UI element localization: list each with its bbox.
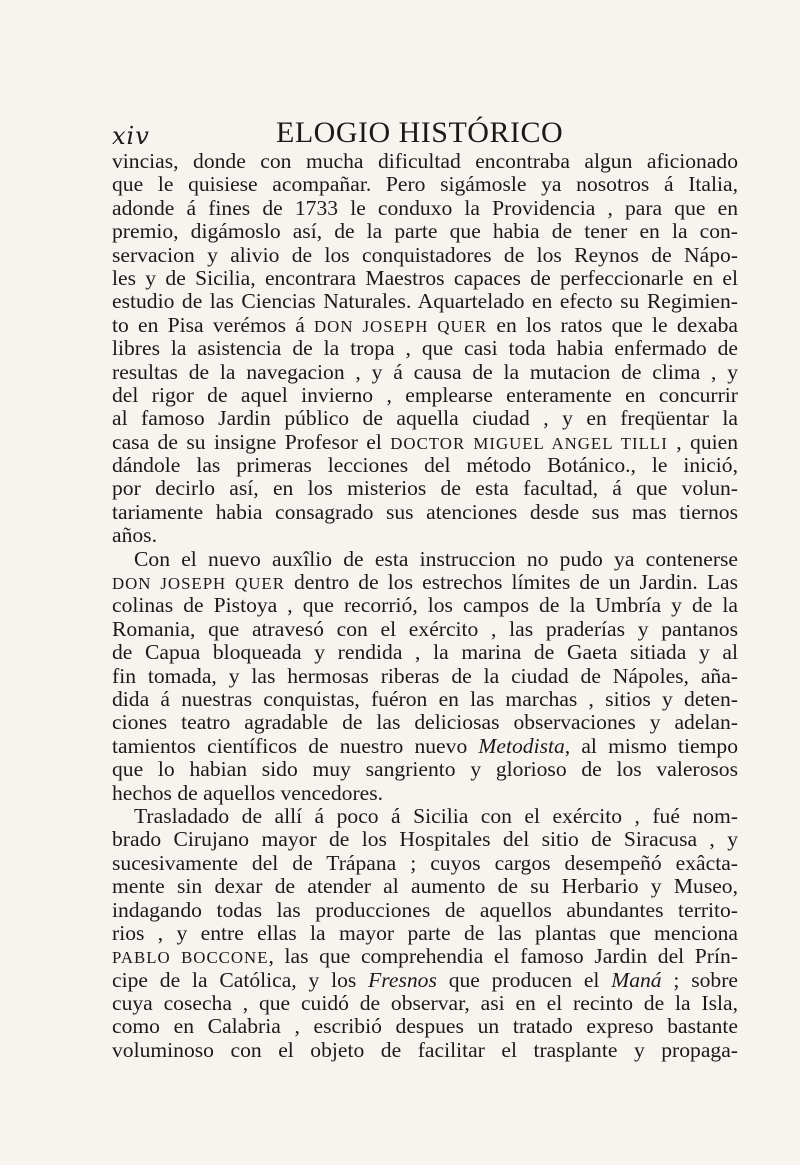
text-run: les y de Sicilia, encontrara Maestros capaces de perfeccionarle en el [112, 266, 738, 290]
text-run: años. [112, 524, 157, 548]
page-number: xiv [112, 122, 150, 150]
text-run: brado Cirujano mayor de los Hospitales del sitio de Siracusa , y [112, 828, 738, 852]
text-run: voluminoso con el objeto de facilitar el trasplante y propaga- [112, 1038, 738, 1062]
text-run: que lo habian sido muy sangriento y glorioso de los valerosos [112, 758, 738, 782]
text-line [112, 828, 738, 851]
text-run: dida á nuestras conquistas, fuéron en las marchas , sitios y deten- [112, 687, 738, 711]
text-line [112, 173, 738, 196]
small-caps-name: DON JOSEPH QUER [112, 574, 285, 594]
text-run: cuya cosecha , que cuidó de observar, asi en el recinto de la Isla, [112, 992, 738, 1016]
small-caps-name: DON JOSEPH QUER [314, 316, 488, 336]
text-run: colinas de Pistoya , que recorrió, los campos de la Umbría y de la [112, 594, 738, 618]
text-line [112, 431, 738, 454]
small-caps-name: DOCTOR MIGUEL ANGEL TILLI [390, 433, 668, 453]
text-line [112, 735, 738, 758]
text-run: , las que comprehendia el famoso Jardin del Prín- [268, 945, 738, 969]
text-run: vincias, donde con mucha dificultad encontraba algun aficionado [112, 150, 738, 173]
text-run: premio, digámoslo así, de la parte que habia de tener en la con- [112, 220, 738, 244]
text-line [112, 899, 738, 922]
text-line [112, 384, 738, 407]
text-run: tariamente habia consagrado sus atenciones desde sus mas tiernos [112, 500, 738, 524]
text-run: Con el nuevo auxîlio de esta instruccion no pudo ya contenerse [134, 547, 738, 571]
text-run: por decirlo así, en los misterios de esta facultad, á que volun- [112, 477, 738, 501]
text-run: de Capua bloqueada y rendida , la marina de Gaeta sitiada y al [112, 641, 738, 665]
text-run: al famoso Jardin público de aquella ciudad , y en freqüentar la [112, 407, 738, 431]
text-line [112, 197, 738, 220]
text-line [112, 945, 738, 968]
text-run: Trasladado de allí á poco á Sicilia con el exército , fué nom- [134, 804, 738, 828]
text-line [112, 290, 738, 313]
text-line [112, 571, 738, 594]
text-run: Romania, que atravesó con el exército , las praderías y pantanos [112, 617, 738, 641]
text-line [112, 688, 738, 711]
text-line [112, 361, 738, 384]
text-run: dándole las primeras lecciones del método Botánico., le inició, [112, 454, 738, 478]
body-text [112, 150, 738, 1062]
running-title: ELOGIO HISTÓRICO [276, 116, 564, 149]
text-line [112, 524, 738, 547]
text-line [112, 782, 738, 805]
text-run: hechos de aquellos vencedores. [112, 781, 384, 805]
text-line [112, 875, 738, 898]
text-line [112, 267, 738, 290]
text-line [112, 618, 738, 641]
text-run: servacion y alivio de los conquistadores de los Reynos de Nápo- [112, 243, 738, 267]
text-run: que le quisiese acompañar. Pero sigámosle ya nosotros á Italia, [112, 173, 738, 197]
text-run: adonde á fines de 1733 le conduxo la Providencia , para que en [112, 196, 738, 220]
text-line [112, 1039, 738, 1062]
text-line [112, 711, 738, 734]
text-run: cipe de la Católica, y los [112, 968, 369, 992]
text-run: del rigor de aquel invierno , emplearse enteramente en concurrir [112, 383, 738, 407]
text-run: to en Pisa verémos á [112, 313, 315, 337]
text-run: tamientos científicos de nuestro nuevo [112, 734, 479, 758]
text-run: en los ratos que le dexaba [487, 313, 738, 337]
text-line [112, 454, 738, 477]
text-run: estudio de las Ciencias Naturales. Aquartelado en efecto su Regimien- [112, 290, 738, 314]
text-run: , al mismo tiempo [564, 734, 738, 758]
text-line [112, 641, 738, 664]
text-run: indagando todas las producciones de aquellos abundantes territo- [112, 898, 738, 922]
text-line [112, 992, 738, 1015]
text-line [112, 969, 738, 992]
text-run: mente sin dexar de atender al aumento de su Herbario y Museo, [112, 875, 738, 899]
italic-term: Metodista [478, 734, 565, 758]
text-line [112, 501, 738, 524]
text-run: casa de su insigne Profesor el [112, 430, 391, 454]
text-line [112, 220, 738, 243]
text-run: , quien [667, 430, 738, 454]
text-line [112, 407, 738, 430]
text-line [112, 244, 738, 267]
text-run: como en Calabria , escribió despues un tratado expreso bastante [112, 1015, 738, 1039]
text-line [112, 1015, 738, 1038]
text-line [112, 548, 738, 571]
text-run: libres la asistencia de la tropa , que casi toda habia enfermado de [112, 337, 738, 361]
text-line [112, 150, 738, 173]
text-run: ; sobre [661, 968, 738, 992]
text-line [112, 594, 738, 617]
text-run: resultas de la navegacion , y á causa de la mutacion de clima , y [112, 360, 738, 384]
small-caps-name: PABLO BOCCONE [112, 948, 269, 968]
text-run: rios , y entre ellas la mayor parte de las plantas que menciona [112, 921, 738, 945]
text-run: fin tomada, y las hermosas riberas de la ciudad de Nápoles, aña- [112, 664, 738, 688]
text-line [112, 477, 738, 500]
text-run: ciones teatro agradable de las deliciosas observaciones y adelan- [112, 711, 738, 735]
italic-term: Fresnos [368, 968, 437, 992]
text-run: que producen el [436, 968, 612, 992]
text-line [112, 852, 738, 875]
text-run: sucesivamente del de Trápana ; cuyos cargos desempeñó exâcta- [112, 851, 738, 875]
text-line [112, 314, 738, 337]
text-line [112, 337, 738, 360]
text-line [112, 922, 738, 945]
italic-term: Maná [611, 968, 662, 992]
text-line [112, 665, 738, 688]
text-run: dentro de los estrechos límites de un Jardin. Las [284, 571, 738, 595]
text-line [112, 805, 738, 828]
text-line [112, 758, 738, 781]
